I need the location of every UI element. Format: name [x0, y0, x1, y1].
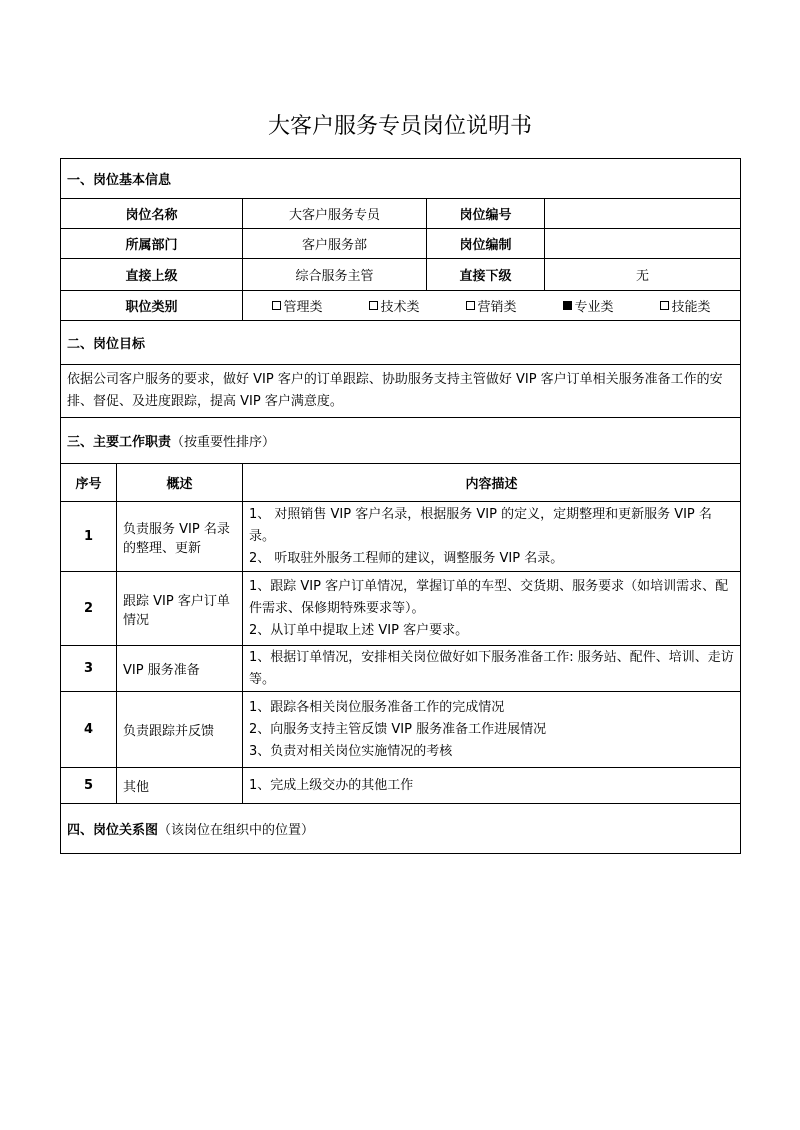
duty-no: 5 — [61, 768, 117, 804]
duty-row — [61, 692, 741, 768]
col-no-header: 序号 — [61, 464, 117, 502]
category-option-professional[interactable] — [563, 296, 613, 315]
duty-item: 2、向服务支持主管反馈 VIP 服务准备工作进展情况 — [249, 721, 547, 737]
category-option-label: 技术类 — [380, 300, 420, 315]
category-option-technical[interactable] — [369, 296, 419, 315]
duty-item: 3、负责对相关岗位实施情况的考核 — [249, 743, 453, 759]
section4-title: 四、岗位关系图 — [67, 823, 159, 838]
duty-item: 1、跟踪 VIP 客户订单情况，掌握订单的车型、交货期、服务要求（如培训需求、配件需求、保修期特殊要求等）。 — [249, 578, 729, 616]
position-name-label: 岗位名称 — [61, 199, 243, 229]
duty-item: 1、完成上级交办的其他工作 — [249, 777, 414, 793]
position-code-label: 岗位编号 — [427, 199, 545, 229]
info-row — [61, 199, 741, 229]
duty-no: 3 — [61, 646, 117, 692]
category-row — [61, 291, 741, 321]
category-options — [243, 291, 741, 321]
duty-item: 2、 听取驻外服务工程师的建议，调整服务 VIP 名录。 — [249, 550, 564, 566]
section3-row — [61, 418, 741, 464]
checkbox-icon — [272, 301, 281, 310]
duty-no: 2 — [61, 572, 117, 646]
category-option-label: 专业类 — [574, 300, 614, 315]
duty-item: 2、从订单中提取上述 VIP 客户要求。 — [249, 622, 469, 638]
section3-title: 三、主要工作职责 — [67, 435, 172, 450]
duty-item: 1、 对照销售 VIP 客户名录，根据服务 VIP 的定义，定期整理和更新服务 VIP 名录。 — [249, 506, 712, 544]
job-description-table — [60, 158, 741, 854]
position-name-value: 大客户服务专员 — [243, 199, 427, 229]
department-value: 客户服务部 — [243, 229, 427, 259]
category-option-label: 管理类 — [283, 300, 323, 315]
section1-heading: 一、岗位基本信息 — [61, 159, 741, 199]
duty-summary: 负责跟踪并反馈 — [117, 692, 243, 768]
category-option-label: 技能类 — [671, 300, 711, 315]
duty-row — [61, 646, 741, 692]
subordinate-label: 直接下级 — [427, 259, 545, 291]
department-label: 所属部门 — [61, 229, 243, 259]
checkbox-icon — [660, 301, 669, 310]
duty-header-row — [61, 464, 741, 502]
category-option-label: 营销类 — [477, 300, 517, 315]
duty-desc — [243, 768, 741, 804]
goal-text: 依据公司客户服务的要求，做好 VIP 客户的订单跟踪、协助服务支持主管做好 VIP 客户订单相关服务准备工作的安排、督促、及进度跟踪，提高 VIP 客户满意度。 — [61, 365, 741, 418]
duty-summary: VIP 服务准备 — [117, 646, 243, 692]
duty-desc — [243, 692, 741, 768]
info-row — [61, 259, 741, 291]
headcount-value — [545, 229, 741, 259]
subordinate-value: 无 — [545, 259, 741, 291]
position-code-value — [545, 199, 741, 229]
checkbox-icon — [466, 301, 475, 310]
duty-row — [61, 502, 741, 572]
section2-heading: 二、岗位目标 — [61, 321, 741, 365]
superior-value: 综合服务主管 — [243, 259, 427, 291]
col-summary-header: 概述 — [117, 464, 243, 502]
section4-note: （该岗位在组织中的位置） — [158, 823, 315, 838]
duty-no: 1 — [61, 502, 117, 572]
duty-row — [61, 768, 741, 804]
duty-item: 1、跟踪各相关岗位服务准备工作的完成情况 — [249, 699, 505, 715]
category-option-marketing[interactable] — [466, 296, 516, 315]
section4-row — [61, 804, 741, 854]
section4-heading — [61, 804, 741, 854]
duty-row — [61, 572, 741, 646]
col-desc-header: 内容描述 — [243, 464, 741, 502]
duty-item: 1、根据订单情况，安排相关岗位做好如下服务准备工作: 服务站、配件、培训、走访等。 — [249, 649, 734, 687]
duty-summary: 跟踪 VIP 客户订单情况 — [117, 572, 243, 646]
section1-row — [61, 159, 741, 199]
category-option-management[interactable] — [272, 296, 322, 315]
section2-row — [61, 321, 741, 365]
page-title: 大客户服务专员岗位说明书 — [267, 114, 532, 139]
headcount-label: 岗位编制 — [427, 229, 545, 259]
category-label: 职位类别 — [61, 291, 243, 321]
section3-note: （按重要性排序） — [171, 435, 276, 450]
info-row — [61, 229, 741, 259]
superior-label: 直接上级 — [61, 259, 243, 291]
duty-no: 4 — [61, 692, 117, 768]
duty-summary: 其他 — [117, 768, 243, 804]
section3-heading — [61, 418, 741, 464]
category-option-skill[interactable] — [660, 296, 710, 315]
checkbox-icon — [563, 301, 572, 310]
duty-summary: 负责服务 VIP 名录的整理、更新 — [117, 502, 243, 572]
duty-desc — [243, 572, 741, 646]
duty-desc — [243, 646, 741, 692]
checkbox-icon — [369, 301, 378, 310]
duty-desc — [243, 502, 741, 572]
goal-row — [61, 365, 741, 418]
